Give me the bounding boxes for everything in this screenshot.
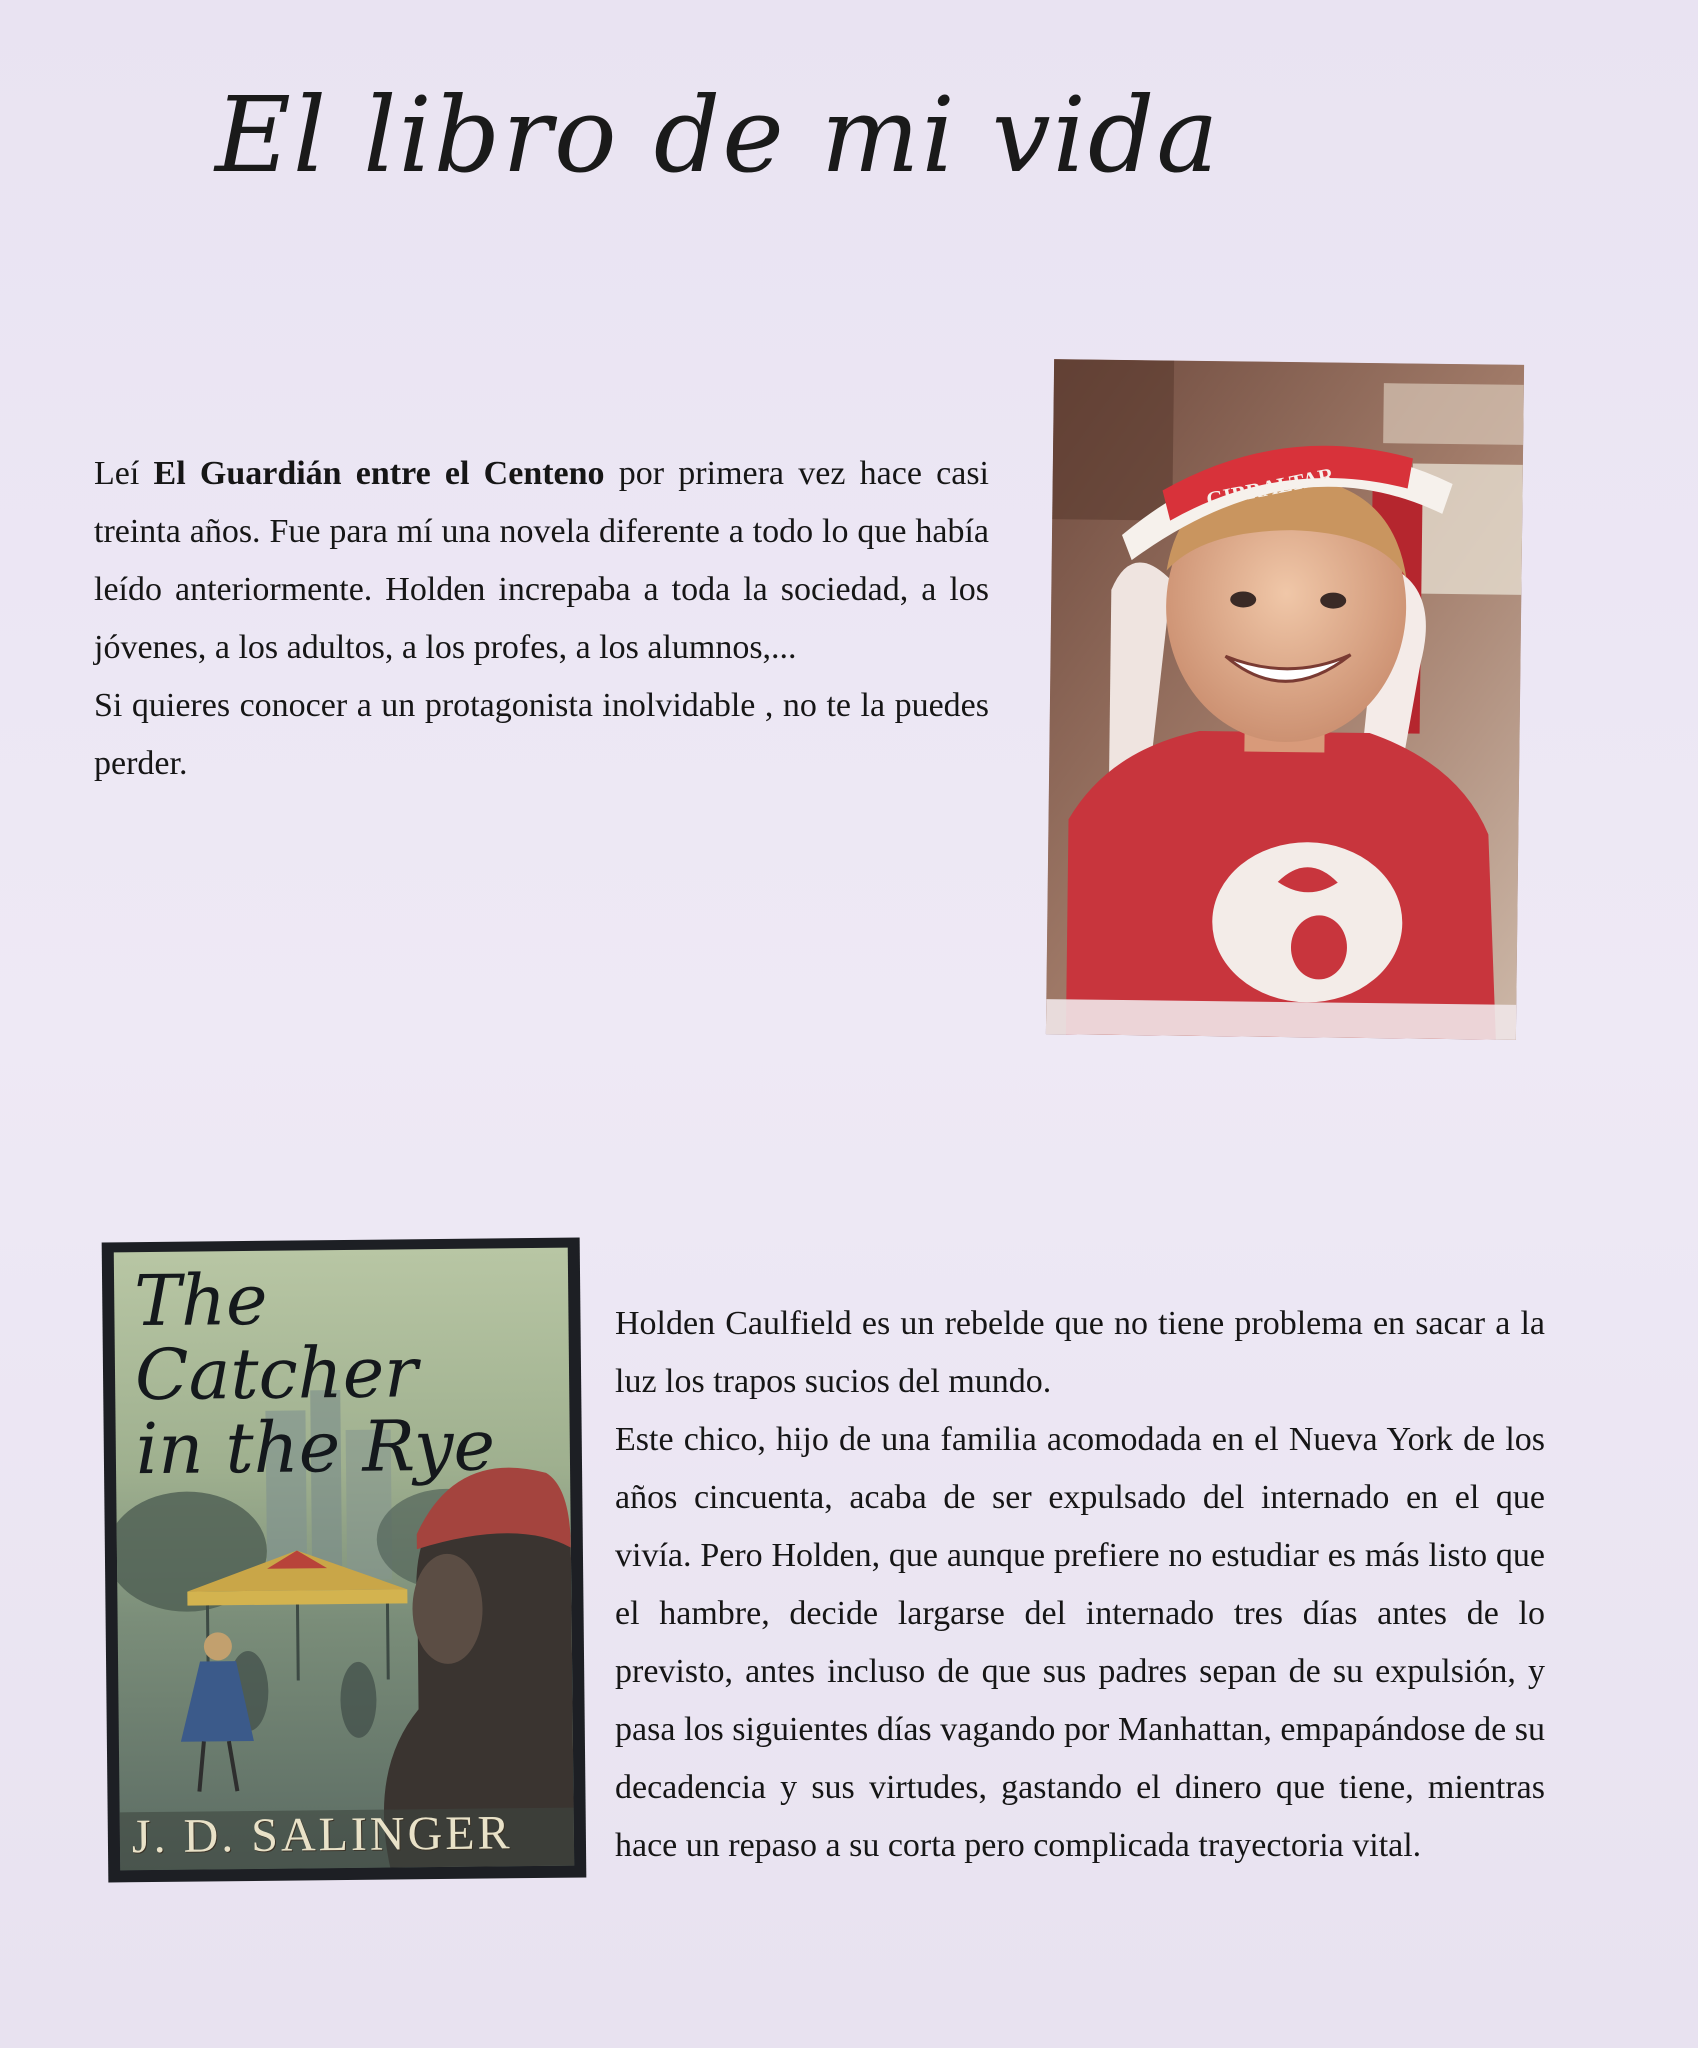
book-title-line-1: The Catcher <box>133 1258 419 1417</box>
book-cover-art <box>114 1248 574 1871</box>
intro-paragraph-2: Si quieres conocer a un protagonista inolvidable , no te la puedes perder. <box>94 687 989 782</box>
cap-text: GIBRALTAR <box>1204 462 1337 513</box>
description-paragraph-2: Este chico, hijo de una familia acomodada en el Nueva York de los años cincuenta, acaba de ser expulsado del internado en el que vivía. Pero Holden, que aunque prefiere no estudiar es más listo que el hambre, decide largarse del internado tres días antes de lo previsto, antes incluso de que sus padres sepan de su expulsión, y pasa los siguientes días vagando por Manhattan, empapándose de su decadencia y sus virtudes, gastando el dinero que tiene, mientras hace un repaso a su corta pero complicada trayectoria vital. <box>615 1421 1545 1864</box>
book-spanish-title: El Guardián entre el Centeno <box>153 455 605 492</box>
description-paragraph-1: Holden Caulfield es un rebelde que no tiene problema en sacar a la luz los trapos sucios del mundo. <box>615 1305 1545 1400</box>
book-cover-title <box>133 1258 564 1491</box>
description-text <box>615 1295 1545 1875</box>
book-cover <box>102 1238 587 1883</box>
intro-text-after: por primera vez hace casi treinta años. Fue para mí una novela diferente a todo lo que había leído anteriormente. Holden increpaba a toda la sociedad, a los jóvenes, a los adultos, a los profes, a los alumnos,... <box>94 455 989 666</box>
intro-text-before: Leí <box>94 455 154 492</box>
page-title: El libro de mi vida <box>215 74 1221 196</box>
child-photo-illustration <box>1046 359 1524 1040</box>
intro-text <box>94 445 989 793</box>
intro-paragraph-1 <box>94 445 989 677</box>
child-photo <box>1046 359 1524 1040</box>
book-cover-author: J. D. SALINGER <box>131 1806 513 1864</box>
book-title-line-2: in the Rye <box>135 1404 496 1491</box>
